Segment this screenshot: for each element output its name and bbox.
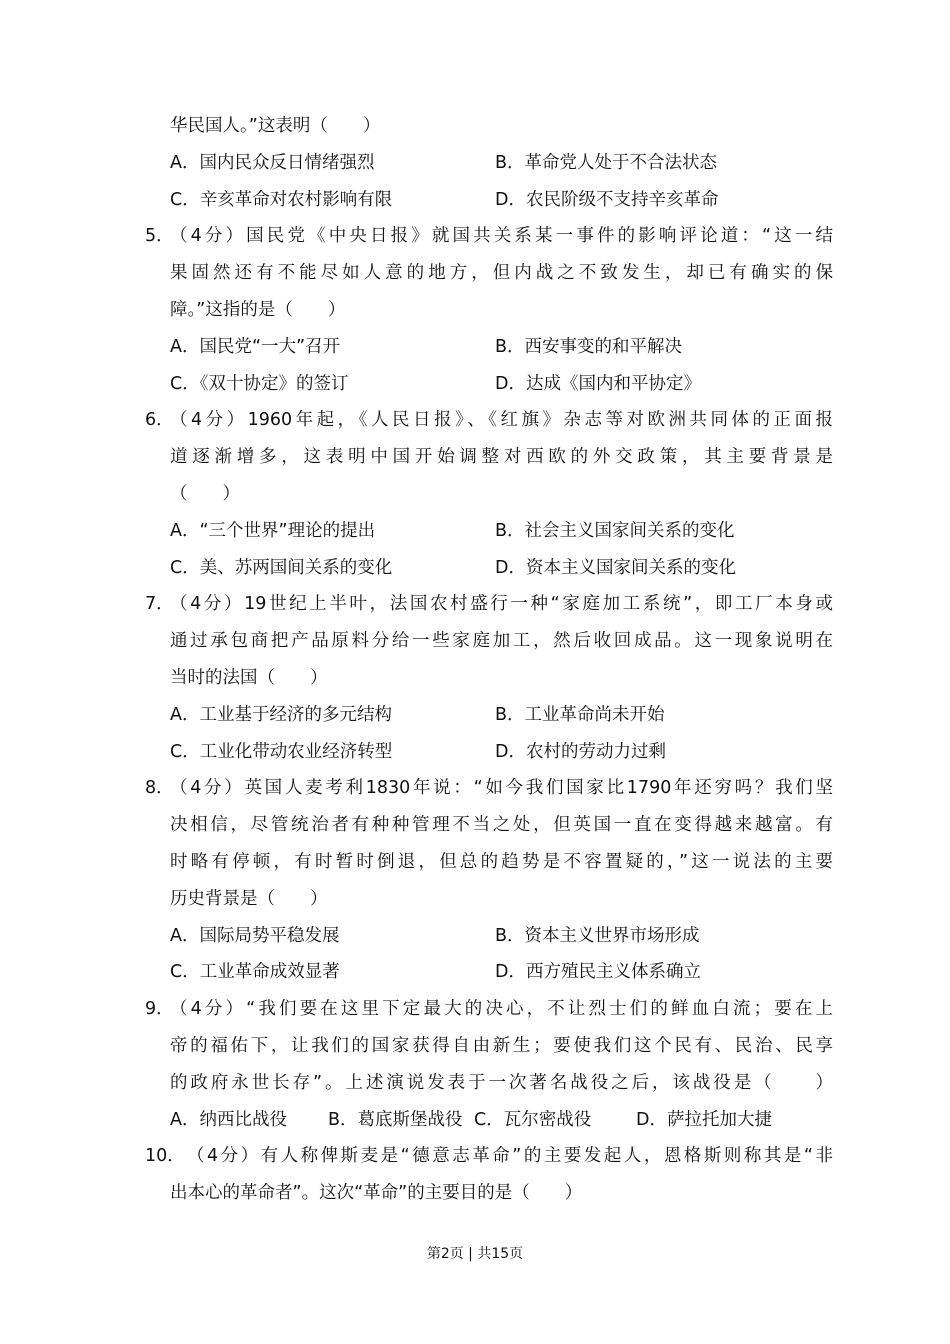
question-number: 5．	[145, 226, 174, 247]
question-text: （ ）	[170, 483, 240, 504]
option-c: C．瓦尔密战役	[474, 1109, 592, 1130]
option-d: D．萨拉托加大捷	[636, 1109, 772, 1130]
question-text: 帝的福佑下，让我们的国家获得自由新生；要使我们这个民有、民治、民享	[170, 1035, 833, 1056]
question-text: （4分）1960年起，《人民日报》、《红旗》杂志等对欧洲共同体的正面报	[170, 410, 833, 431]
option-d: D．达成《国内和平协定》	[495, 373, 701, 394]
question-text: 当时的法国（ ）	[170, 667, 328, 688]
option-a: A．工业基于经济的多元结构	[170, 704, 392, 725]
option-c: C．工业革命成效显著	[170, 962, 340, 983]
question-7	[0, 586, 950, 770]
question-text: （4分）英国人麦考利1830年说：“如今我们国家比1790年还穷吗？我们坚	[170, 778, 833, 799]
option-d: D．资本主义国家间关系的变化	[495, 557, 736, 578]
question-text: 历史背景是（ ）	[170, 888, 328, 909]
option-d: D．农村的劳动力过剩	[495, 741, 666, 762]
question-text: （4分）国民党《中央日报》就国共关系某一事件的影响评论道：“这一结	[170, 226, 833, 247]
option-a: A．纳西比战役	[170, 1109, 287, 1130]
option-b: B．葛底斯堡战役	[328, 1109, 463, 1130]
option-d: D．西方殖民主义体系确立	[495, 962, 701, 983]
question-text: （4分）19世纪上半叶，法国农村盛行一种“家庭加工系统”，即工厂本身或	[170, 594, 833, 615]
option-a: A．国际局势平稳发展	[170, 925, 340, 946]
question-text: 道逐渐增多，这表明中国开始调整对西欧的外交政策，其主要背景是	[170, 447, 833, 468]
option-a: A．“三个世界”理论的提出	[170, 520, 376, 541]
question-text: 出本心的革命者”。这次“革命”的主要目的是（ ）	[170, 1183, 583, 1204]
option-c: C．工业化带动农业经济转型	[170, 741, 393, 762]
question-text: 通过承包商把产品原料分给一些家庭加工，然后收回成品。这一现象说明在	[170, 631, 833, 652]
option-a: A．国民党“一大”召开	[170, 336, 341, 357]
question-text: 果固然还有不能尽如人意的地方，但内战之不致发生，却已有确实的保	[170, 263, 833, 284]
question-number: 8．	[145, 778, 174, 799]
question-text: 的政府永世长存”。上述演说发表于一次著名战役之后，该战役是（ ）	[170, 1072, 833, 1093]
question-4-tail	[0, 108, 950, 218]
question-8	[0, 770, 950, 991]
question-number: 10．	[145, 1146, 185, 1167]
question-number: 7．	[145, 594, 174, 615]
option-a: A．国内民众反日情绪强烈	[170, 152, 375, 173]
question-5	[0, 218, 950, 402]
option-b: B．西安事变的和平解决	[495, 336, 683, 357]
option-b: B．社会主义国家间关系的变化	[495, 520, 735, 541]
question-text: （4分）“我们要在这里下定最大的决心，不让烈士们的鲜血白流；要在上	[170, 999, 833, 1020]
question-10	[0, 1138, 950, 1212]
option-b: B．资本主义世界市场形成	[495, 925, 700, 946]
option-d: D．农民阶级不支持辛亥革命	[495, 189, 719, 210]
question-text: （4分）有人称俾斯麦是“德意志革命”的主要发起人，恩格斯则称其是“非	[187, 1146, 833, 1167]
option-c: C．辛亥革命对农村影响有限	[170, 189, 393, 210]
option-b: B．革命党人处于不合法状态	[495, 152, 718, 173]
question-number: 9．	[145, 999, 174, 1020]
option-c: C．美、苏两国间关系的变化	[170, 557, 393, 578]
question-text: 时略有停顿，有时暂时倒退，但总的趋势是不容置疑的，”这一说法的主要	[170, 851, 833, 872]
page-footer: 第2页 | 共15页	[426, 1246, 524, 1262]
question-text: 华民国人。”这表明（ ）	[170, 116, 381, 136]
question-text: 决相信，尽管统治者有种种管理不当之处，但英国一直在变得越来越富。有	[170, 815, 833, 836]
question-9	[0, 991, 950, 1138]
question-6	[0, 402, 950, 586]
question-number: 6．	[145, 410, 174, 431]
document-page	[0, 108, 950, 1212]
option-b: B．工业革命尚未开始	[495, 704, 665, 725]
question-text: 障。”这指的是（ ）	[170, 299, 346, 320]
option-c: C．《双十协定》的签订	[170, 373, 349, 394]
